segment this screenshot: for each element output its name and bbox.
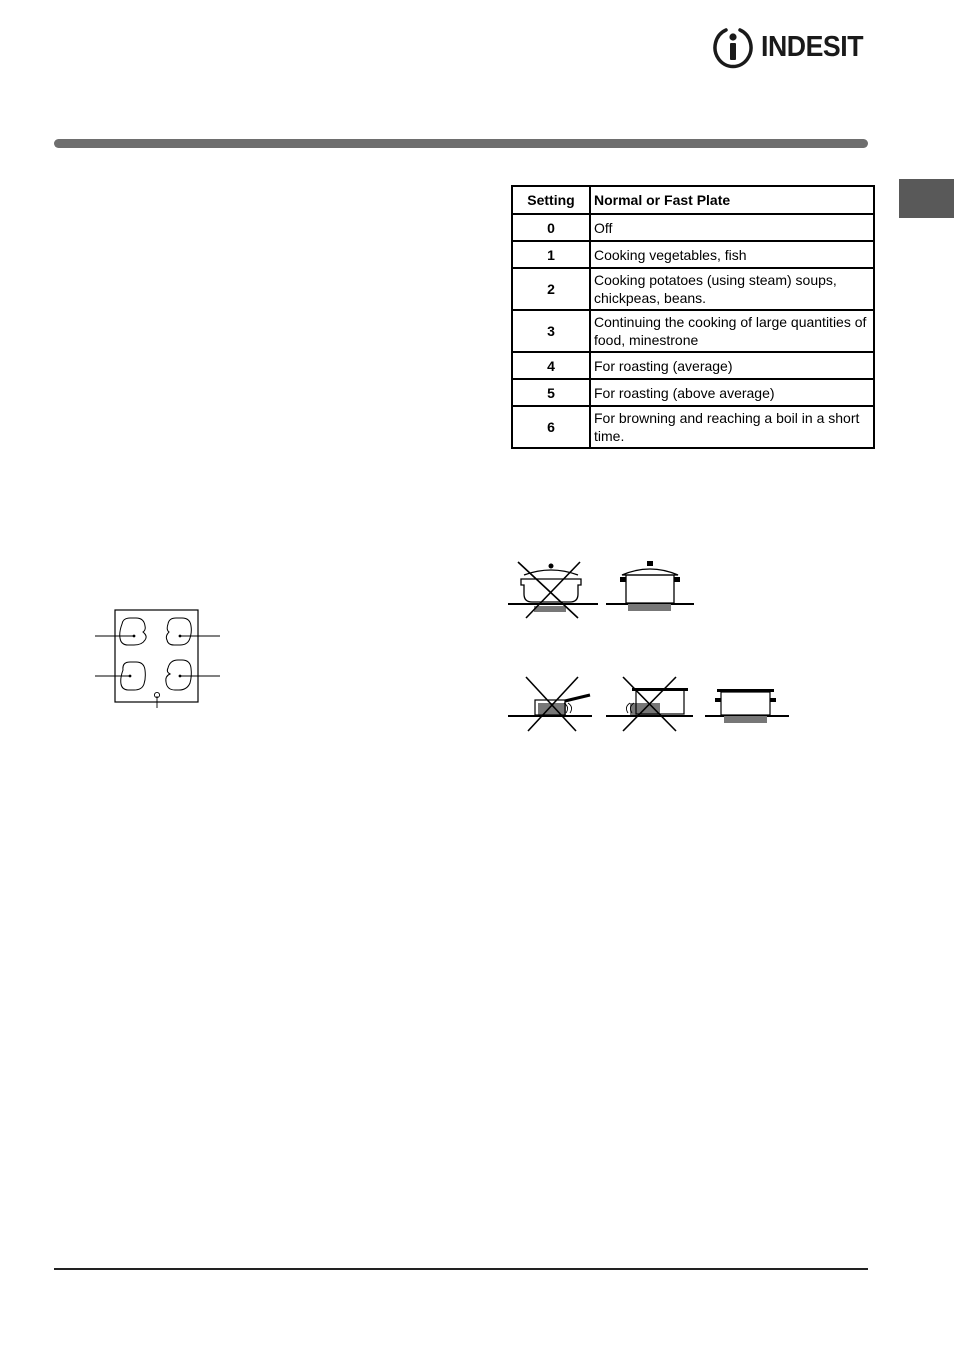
setting-value: 3 [512,310,590,352]
setting-description: For roasting (above average) [590,379,874,406]
table-row [512,241,874,268]
table-row [512,214,874,241]
setting-value: 5 [512,379,590,406]
table-row [512,310,874,352]
setting-description: Cooking vegetables, fish [590,241,874,268]
table-row [512,268,874,310]
table-header-row [512,186,874,214]
brand-name: INDESIT [761,31,864,63]
brand-logo [713,25,873,69]
indesit-logo-icon [713,25,753,69]
setting-description: For browning and reaching a boil in a short time. [590,406,874,448]
footer-rule [54,1268,868,1270]
pot-wrong-icon [508,677,592,731]
setting-description: Off [590,214,874,241]
setting-description: For roasting (average) [590,352,874,379]
pot-wrong-icon [606,677,693,731]
setting-value: 4 [512,352,590,379]
table-header-setting: Setting [512,186,590,214]
setting-value: 6 [512,406,590,448]
setting-description: Continuing the cooking of large quantities of food, minestrone [590,310,874,352]
table-header-plate: Normal or Fast Plate [590,186,874,214]
setting-description: Cooking potatoes (using steam) soups, chickpeas, beans. [590,268,874,310]
pot-handle-diagram [508,673,793,733]
pot-size-diagram [508,557,698,622]
hob-layout-diagram [92,608,222,708]
pot-wrong-icon [508,562,598,618]
pot-right-icon [606,561,694,611]
table-row [512,379,874,406]
header-bar [54,139,868,148]
side-tab [899,179,954,218]
table-row [512,406,874,448]
table-row [512,352,874,379]
setting-value: 1 [512,241,590,268]
settings-table [511,185,875,449]
setting-value: 2 [512,268,590,310]
setting-value: 0 [512,214,590,241]
pot-right-icon [705,689,789,723]
